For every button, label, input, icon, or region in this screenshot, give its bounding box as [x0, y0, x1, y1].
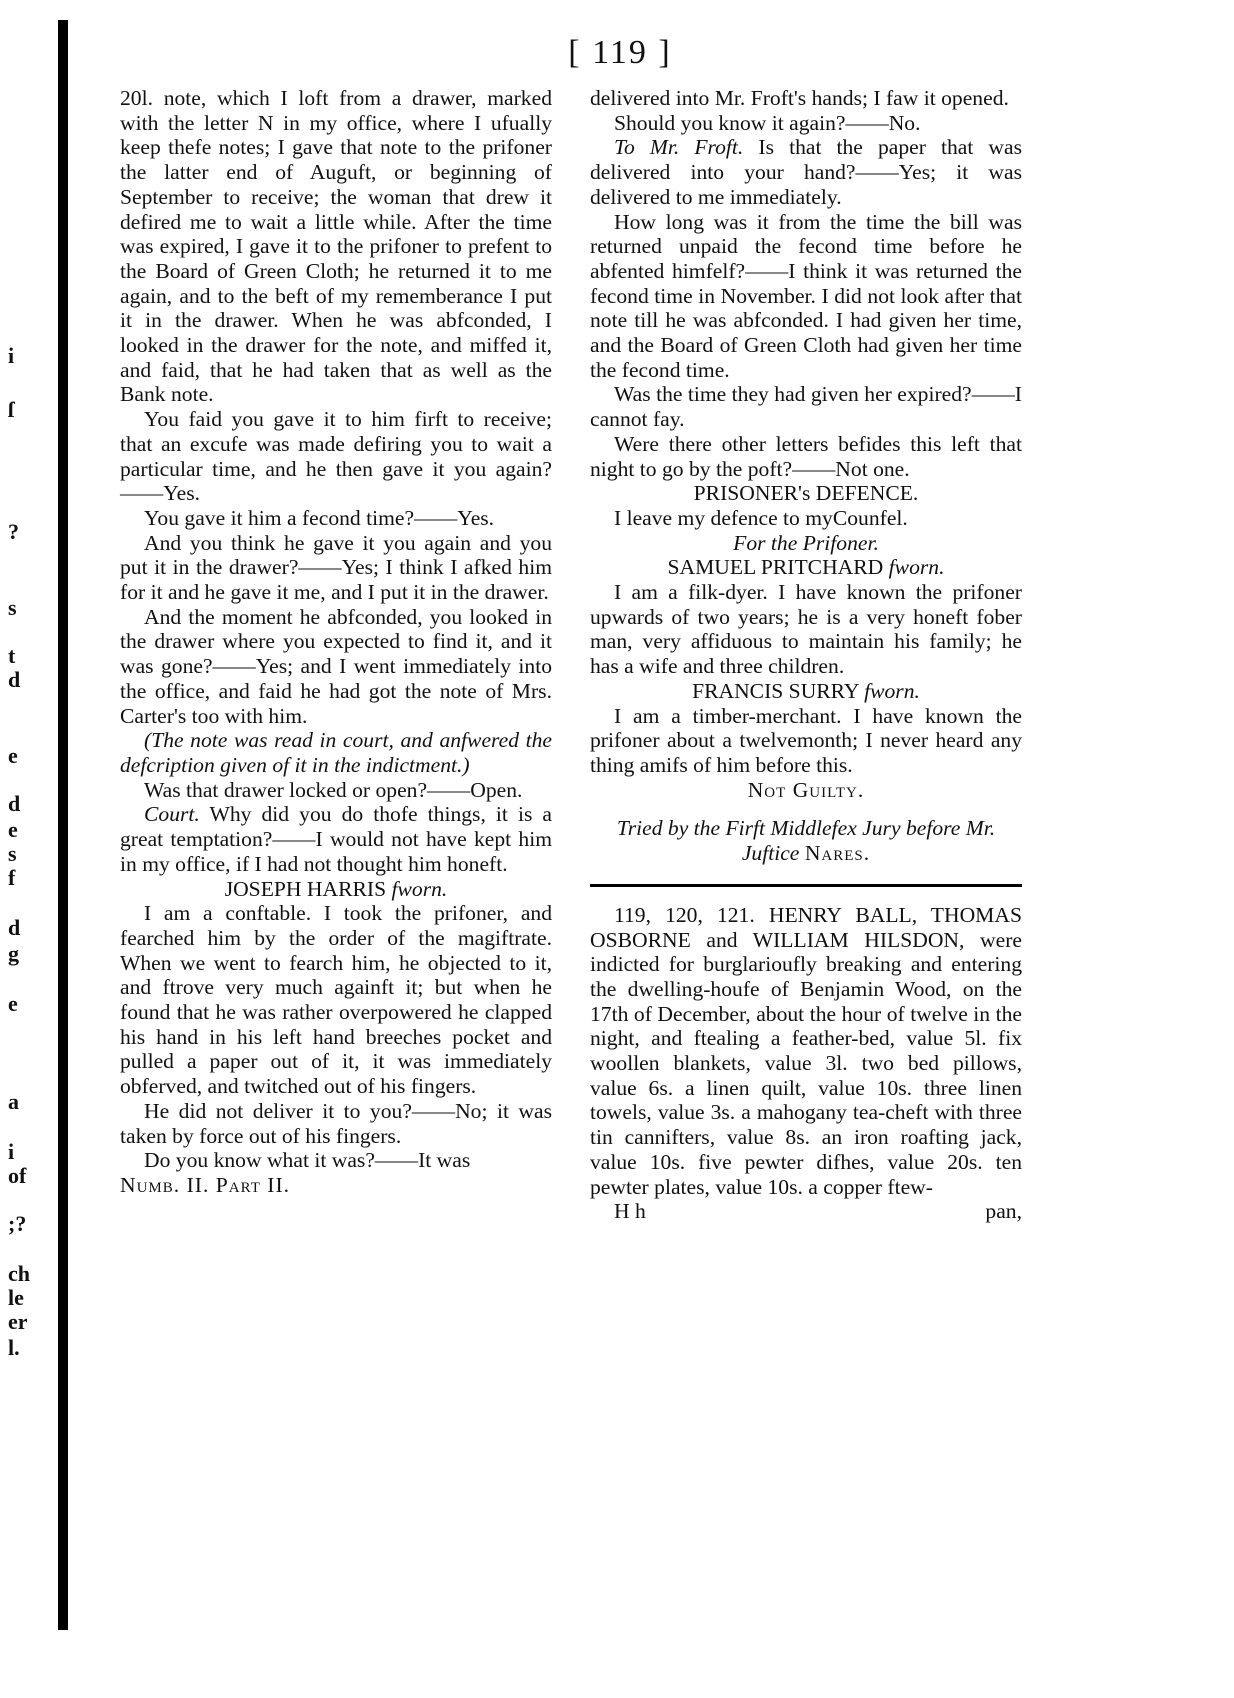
speaker-label: To Mr. Froft.	[614, 135, 744, 160]
margin-fragment: d	[8, 791, 21, 816]
margin-fragment: s	[8, 595, 17, 620]
page-footer	[590, 1199, 1022, 1224]
paragraph	[120, 802, 552, 876]
sworn-label: fworn.	[888, 555, 945, 580]
paragraph: Should you know it again?——No.	[614, 110, 921, 135]
margin-fragment: i	[8, 343, 15, 368]
court-note: (The note was read in court, and anfwered the defcription given of it in the indictment.)	[120, 728, 552, 777]
margin-fragment: of	[8, 1163, 27, 1188]
paragraph: And the moment he abfconded, you looked in the drawer where you expected to find it, and it was gone?——Yes; and I went immediately into the office, and faid he had got the note of Mrs. Carter's too with him.	[120, 604, 552, 728]
signature-mark: Numb. II. Part II.	[120, 1172, 291, 1197]
margin-fragment: f	[8, 865, 16, 890]
margin-fragment: i	[8, 1139, 15, 1164]
sworn-label: fworn.	[391, 876, 448, 901]
witness-heading	[120, 877, 552, 902]
right-column	[590, 86, 1022, 1224]
section-rule	[590, 884, 1022, 887]
paragraph-text: Why did you do thofe things, it is a great temptation?——I would not have kept him in my office, if I had not thought him honeft.	[120, 802, 552, 876]
left-margin-bleedthrough	[0, 0, 56, 1698]
paragraph: Was that drawer locked or open?——Open.	[144, 777, 523, 802]
witness-heading	[590, 679, 1022, 704]
paragraph: Do you know what it was?——It was	[144, 1148, 471, 1173]
paragraph: 20l. note, which I loft from a drawer, marked with the letter N in my office, where I ufually keep thefe notes; I gave that note to the prifoner the latter end of Auguft, or beginning of September to receive; the woman that drew it defired me to wait a little while. After the time was expired, I gave it to the prifoner to prefent to the Board of Green Cloth; he returned it to me again, and to the beft of my rememberance I put it in the drawer. When he was abfconded, I looked in the drawer for the note, and miffed it, and faid, that he had taken that as well as the Bank note.	[120, 86, 552, 407]
signature-mark: H h	[614, 1199, 646, 1224]
margin-fragment: l.	[8, 1335, 20, 1360]
margin-fragment: ;?	[8, 1211, 27, 1236]
margin-fragment: d	[8, 667, 21, 692]
witness-name: JOSEPH HARRIS	[224, 876, 387, 901]
justice-name: Nares.	[804, 841, 871, 866]
verdict: Not Guilty.	[747, 777, 865, 802]
witness-name: FRANCIS SURRY	[692, 678, 859, 703]
paragraph: How long was it from the time the bill was returned unpaid the fecond time before he abfented himfelf?——I think it was returned the fecond time in November. I did not look after that note till he was abfconded. I had given her time, and the Board of Green Cloth had given her time the fecond time.	[590, 209, 1022, 382]
margin-fragment: t	[8, 643, 16, 668]
margin-fragment: s	[8, 841, 17, 866]
page-number: [ 119 ]	[568, 34, 672, 71]
paragraph: Was the time they had given her expired?——I cannot fay.	[590, 382, 1022, 432]
paragraph-text: Is that the paper that was delivered into your hand?——Yes; it was delivered to me immediately.	[590, 135, 1022, 209]
trial-note-text: Tried by the Firft Middlefex Jury before Mr. Juftice	[616, 816, 996, 866]
paragraph: And you think he gave it you again and you put it in the drawer?——Yes; I think I afked him for it and he gave it me, and I put it in the drawer.	[120, 530, 552, 605]
margin-fragment: ?	[8, 519, 19, 544]
paragraph	[590, 135, 1022, 209]
case-paragraph	[590, 903, 1022, 1199]
paragraph: You gave it him a fecond time?——Yes.	[144, 505, 495, 530]
margin-fragment: g	[8, 941, 19, 966]
margin-fragment: er	[8, 1309, 28, 1334]
margin-fragment: e	[8, 743, 18, 768]
paragraph: Were there other letters befides this left that night to go by the poft?——Not one.	[590, 431, 1022, 481]
indictment-text: were indicted for burglarioufly breaking and entering the dwelling-houfe of Benjamin Wood, on the 17th of December, about the hour of twelve in the night, and ftealing a feather-bed, value 5l. fix woollen blankets, value 3l. two bed pillows, value 6s. a linen quilt, value 10s. three linen towels, value 3s. a mahogany tea-cheft with three tin cannifters, value 8s. an iron roafting jack, value 10s. five pewter difhes, value 20s. ten pewter plates, value 10s. a copper ftew-	[590, 927, 1022, 1199]
margin-fragment: a	[8, 1089, 19, 1114]
paragraph: I am a conftable. I took the prifoner, and fearched him by the order of the magiftrate. When we went to fearch him, he objected to it, and ftrove very much againft it; but when he found that he was rather overpowered he clapped his hand in his left hand breeches pocket and pulled a paper out of it, it was immediately obferved, and twitched out of his fingers.	[120, 901, 552, 1099]
paragraph: You faid you gave it to him firft to receive; that an excufe was made defiring you to wait a particular time, and he then gave it you again?——Yes.	[120, 407, 552, 506]
paragraph: I am a filk-dyer. I have known the prifoner upwards of two years; he is a very honeft fober man, very affiduous to maintain his family; he has a wife and three children.	[590, 580, 1022, 679]
catchword: pan,	[985, 1199, 1022, 1224]
margin-fragment: d	[8, 915, 21, 940]
paragraph: delivered into Mr. Froft's hands; I faw it opened.	[590, 86, 1009, 110]
defence-heading: PRISONER's DEFENCE.	[693, 481, 919, 506]
trial-note	[590, 816, 1022, 865]
defendant-names: HENRY BALL, THOMAS OSBORNE and WILLIAM HILSDON,	[590, 902, 1022, 952]
margin-fragment: le	[8, 1285, 24, 1310]
margin-fragment: e	[8, 991, 18, 1016]
case-number: 119, 120, 121.	[614, 902, 755, 927]
witness-heading	[590, 555, 1022, 580]
margin-fragment: ch	[8, 1261, 30, 1286]
left-column	[120, 86, 552, 1198]
paragraph: He did not deliver it to you?——No; it was taken by force out of his fingers.	[120, 1098, 552, 1148]
subheading: For the Prifoner.	[733, 530, 879, 555]
witness-name: SAMUEL PRITCHARD	[667, 555, 884, 580]
sworn-label: fworn.	[864, 678, 920, 703]
speaker-label: Court.	[144, 802, 200, 827]
margin-fragment: e	[8, 817, 18, 842]
margin-fragment: ſ	[8, 397, 15, 422]
paragraph: I am a timber-merchant. I have known the prifoner about a twelvemonth; I never heard any thing amifs of him before this.	[590, 703, 1022, 777]
paragraph: I leave my defence to myCounfel.	[614, 505, 908, 530]
binding-shadow	[58, 20, 68, 1630]
